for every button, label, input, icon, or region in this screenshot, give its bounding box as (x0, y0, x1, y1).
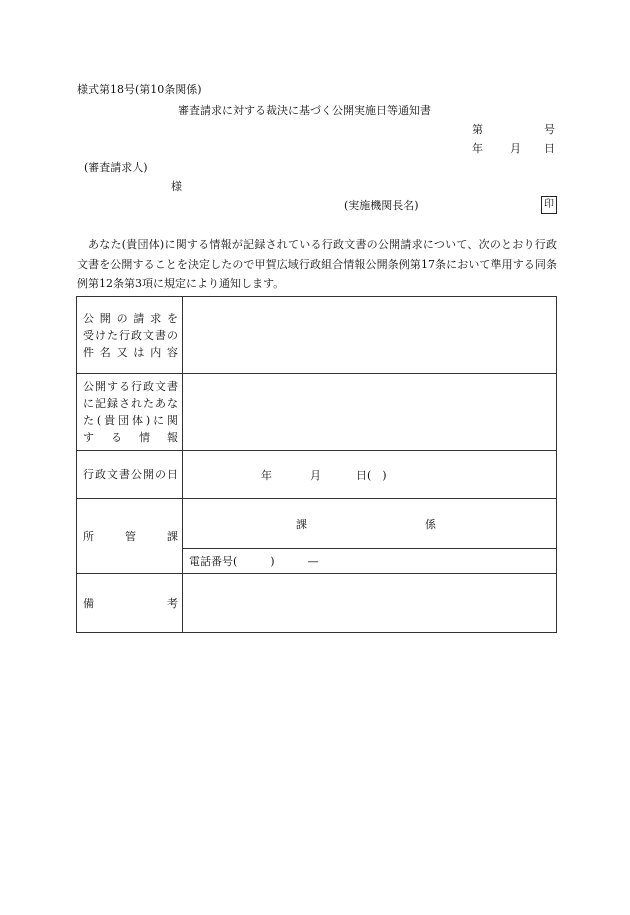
requester-label: (審査請求人) (84, 161, 148, 174)
remarks-field[interactable] (183, 574, 557, 633)
notice-body: あなた(貴団体)に関する情報が記録されている行政文書の公開請求について、次のとおり行政文書を公開することを決定したので甲賀広域行政組合情報公開条例第17条において準用する同条例第12条第3項に規定により通知します。 (77, 238, 557, 290)
disclosure-date-label: 行政文書公開の日 (77, 451, 183, 499)
seal-mark: 印 (541, 196, 557, 214)
department-label: 所管課 (77, 499, 183, 574)
section-kakari-label: 係 (425, 517, 436, 531)
table-row (77, 451, 557, 499)
agency-head-label: (実施機関長名) (344, 199, 419, 212)
date-year-label: 年 (472, 142, 483, 155)
date-month-label: 月 (510, 142, 521, 155)
disclosed-info-field[interactable] (183, 374, 557, 451)
disclosure-day-label: 日( ) (356, 468, 387, 482)
table-row (77, 499, 557, 549)
number-dai-label: 第 (472, 123, 483, 136)
phone-field[interactable]: 電話番号( ) — (183, 549, 557, 574)
form-number: 様式第18号(第10条関係) (77, 83, 202, 96)
honorific-label: 様 (171, 180, 182, 193)
remarks-label: 備考 (77, 574, 183, 633)
disclosure-date-field[interactable] (183, 451, 557, 499)
table-row (77, 374, 557, 451)
table-row (77, 297, 557, 374)
request-subject-label: 公開の請求を 受けた行政文書の 件名又は内容 (77, 297, 183, 374)
document-title: 審査請求に対する裁決に基づく公開実施日等通知書 (178, 104, 431, 117)
request-subject-field[interactable] (183, 297, 557, 374)
disclosure-year-label: 年 (261, 468, 272, 482)
notice-table (76, 296, 557, 633)
disclosure-month-label: 月 (310, 468, 321, 482)
section-ka-label: 課 (296, 517, 307, 531)
table-row (77, 574, 557, 633)
department-field[interactable] (183, 499, 557, 549)
date-day-label: 日 (544, 142, 555, 155)
disclosed-info-label: 公開する行政文書 に記録されたあな た(貴団体)に関 する情報 (77, 374, 183, 451)
number-go-label: 号 (544, 123, 555, 136)
